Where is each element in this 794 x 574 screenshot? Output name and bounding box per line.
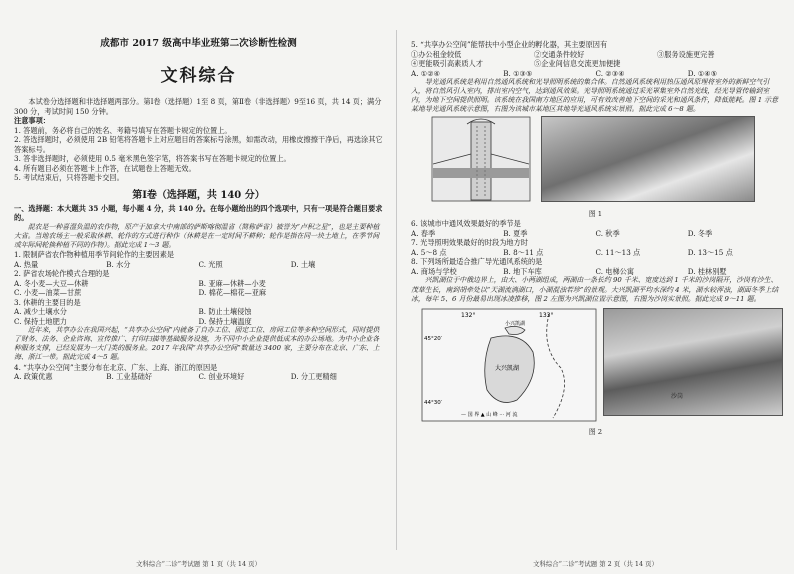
passage-4: 兴凯湖位于中俄边界上，由大、小两湖组成，两湖由一条长约 90 千米、宽度达到 1 千米的沙岗隔开，沙岗有沙生、茂草生长，南到胡牵处以“天湖流淌湖口，小湖混浊若珍”的景观。大兴凯湖平均水深约 4 米，湖水较浑浊，湖面冬季上结冰，每年 5、6 月份最易出现冰凌推移，图 2 左图为兴凯湖位置示意图，右图为沙岗实景照。据此完成 9～11 题。 — [411, 276, 779, 303]
q5-option-c: C. ②③④ — [595, 68, 625, 78]
passage-3: 导光通风系统是利用自然通风系统和光导照明系统的集合体。自然通风系统利用热压通风原理将室外的新鲜空气引入，将自然风引入室内，排出室内空气，达到通风效果。光导照明系统通过采光罩集室外自然光线，经光导管传输到室内，为地下空间提供照明。该系统在我国南方地区的应用，可有效改善地下空间的采光和通风条件，降低能耗。图 1 示意某地导光通风系统示意图，右图为该城市某地区其地导光通风系统实景照。据此完成 6～8 题。 — [411, 78, 779, 114]
q6-option-a: A. 春季 — [411, 228, 436, 238]
q4-option-d: D. 分工更精细 — [290, 372, 337, 382]
note-5: 5. 考试结束后，只将答题卡交回。 — [14, 173, 124, 183]
q5-option-d: D. ①④⑤ — [687, 68, 718, 78]
question-7-options — [411, 248, 780, 258]
q8-option-a: A. 商场与学校 — [411, 266, 457, 276]
q5-item-4: ④更能吸引高素质人才 — [411, 59, 483, 68]
q2-option-c: C. 小麦—油菜—甘蔗 — [14, 288, 82, 298]
question-4: 4. “共享办公空间”主要分布在北京、广东、上海、浙江的原因是 — [14, 362, 218, 372]
map-big-lake: 大兴凯湖 — [495, 364, 520, 372]
q6-option-c: C. 秋季 — [595, 228, 620, 238]
question-1-options — [14, 260, 383, 270]
q4-option-a: A. 政策优惠 — [14, 372, 53, 382]
q8-option-d: D. 桂林别墅 — [687, 266, 727, 276]
question-5: 5. “共享办公空间”能帮扶中小型企业的孵化器，其主要原因有 — [411, 40, 608, 49]
note-2: 2. 答选择题时，必须使用 2B 铅笔将答题卡上对应题目的答案标号涂黑，如需改动，用橡皮擦擦干净后，再选涂其它答案标号。 — [14, 135, 383, 154]
q7-option-a: A. 5～8 点 — [411, 247, 447, 257]
intro-text: 本试卷分选择题和非选择题两部分。第Ⅰ卷（选择题）1至 8 页，第Ⅱ卷（非选择题）9至16 页，共 14 页；满分 300 分，考试时间 150 分钟。 — [14, 97, 382, 116]
page-footer-right: 文科综合“二诊”考试题 第 2 页（共 14 页） — [533, 559, 658, 568]
passage-1: 混农是一种喜湿负温的农作物，原产于加拿大中南部的萨斯喀彻温省（简称萨省）被誉为“卢积之星”，也是主要种植大省。当地农场主一般采取休耕、轮作的方式进行种作（休耕是在一定时间不耕种；轮作是指在同一块土地上，在季节间或年际间轮换种植不同的作物）。据此完成 1～3 题。 — [14, 222, 380, 249]
q3-option-c: C. 保持土地肥力 — [14, 316, 67, 326]
q6-option-b: B. 夏季 — [503, 228, 528, 238]
question-8-options — [411, 267, 780, 277]
q5-item-2: ②交通条件较好 — [534, 49, 585, 59]
section-title: 第Ⅰ卷（选择题，共 140 分） — [132, 189, 265, 201]
page-footer-left: 文科综合“二诊”考试题 第 1 页（共 14 页） — [136, 559, 261, 568]
mc-instructions: 一、选择题：本大题共 35 小题，每小题 4 分，共 140 分。在每小题给出的四个选项中，只有一项是符合题目要求的。 — [14, 203, 383, 223]
q5-option-b: B. ①③⑤ — [503, 68, 533, 78]
right-page — [397, 0, 794, 574]
figure-1 — [411, 116, 780, 208]
q7-option-b: B. 8～11 点 — [503, 247, 544, 257]
sand-ridge-photo — [603, 308, 783, 416]
q5-item-3: ③服务设施更完善 — [657, 49, 715, 59]
q2-option-a: A. 冬小麦—大豆—休耕 — [14, 278, 89, 288]
figure-1-label: 图 1 — [588, 210, 603, 219]
exam-header: 成都市 2017 级高中毕业班第二次诊断性检测 — [100, 38, 297, 49]
q8-option-c: C. 电梯公寓 — [595, 266, 635, 276]
map-lon-1: 132° — [461, 311, 476, 319]
subject-title: 文科综合 — [160, 65, 237, 86]
map-lat-2: 44°30′ — [424, 399, 442, 406]
note-3: 3. 答非选择题时，必须使用 0.5 毫米黑色签字笔，将答案书写在答题卡规定的位置上。 — [14, 154, 291, 164]
note-1: 1. 答题前，务必将自己的姓名、考籍号填写在答题卡规定的位置上。 — [14, 125, 232, 135]
figure-2 — [411, 308, 780, 426]
q4-option-c: C. 创业环境好 — [198, 372, 245, 382]
q1-option-a: A. 热量 — [14, 259, 39, 269]
q1-option-d: D. 土壤 — [290, 259, 316, 269]
passage-2: 近年来，共享办公在我国兴起，“共享办公空间”内就备了自办工位、固定工位、房间工位等多种空间形式，同时提供了财务、法务、企业咨询、宣传推广、打印扫描等基础服务设施，为不同中小企业提供低成本的办公场地。为中小企业各种服务支撑，已经发展为一大门类的服务业。2017 年我国“共享办公空间”数量达 3400 家，主要分布在北京、广东、上海、浙江一带。据此完成 4～5 题。 — [14, 326, 380, 362]
q2-option-d: D. 棉花—棉花—亚麻 — [198, 288, 267, 298]
map-lat-1: 45°20′ — [424, 335, 442, 342]
question-2: 2. 萨省农场轮作模式合理的是 — [14, 269, 110, 279]
note-4: 4. 所有题目必须在答题卡上作答，在试题卷上答题无效。 — [14, 163, 196, 173]
q4-option-b: B. 工业基础好 — [106, 372, 153, 382]
question-1: 1. 限制萨省农作物种植用季节间轮作的主要因素是 — [14, 250, 175, 260]
notes-title: 注意事项： — [14, 116, 50, 126]
q7-option-d: D. 13～15 点 — [687, 247, 733, 257]
question-6: 6. 该城市中通风效果最好的季节是 — [411, 219, 521, 229]
q7-option-c: C. 11～13 点 — [595, 247, 641, 257]
q1-option-c: C. 光照 — [198, 259, 223, 269]
xingkai-lake-map — [421, 308, 597, 422]
question-3-options — [14, 307, 383, 326]
ventilation-photo — [541, 116, 755, 202]
light-duct-diagram — [431, 116, 531, 202]
q5-option-a: A. ①②④ — [411, 68, 441, 78]
question-7: 7. 光导照明效果最好的时段为地方时 — [411, 238, 528, 248]
question-5-options — [411, 69, 780, 79]
q8-option-b: B. 地下车库 — [503, 266, 542, 276]
question-4-options — [14, 372, 383, 382]
question-8: 8. 下列场所最适合推广导光通风系统的是 — [411, 257, 543, 267]
q3-option-b: B. 防止土壤侵蚀 — [198, 307, 252, 317]
q3-option-d: D. 保持土壤温度 — [198, 316, 252, 326]
photo-2-caption: 沙岗 — [671, 392, 684, 400]
question-6-options — [411, 229, 780, 239]
q3-option-a: A. 减少土壤水分 — [14, 307, 67, 317]
q6-option-d: D. 冬季 — [687, 228, 713, 238]
map-legend: — 国 界 ▲ 山 峰 ··· 河 流 — [461, 411, 518, 418]
question-3: 3. 休耕的主要目的是 — [14, 297, 81, 307]
question-2-options — [14, 279, 383, 298]
map-small-lake: 小兴凯湖 — [505, 320, 526, 327]
map-lon-2: 133° — [539, 311, 554, 319]
figure-2-label: 图 2 — [588, 427, 603, 436]
q5-item-5: ⑤企业间信息交流更加便捷 — [534, 59, 621, 68]
q5-item-1: ①办公租金较低 — [411, 49, 462, 59]
q1-option-b: B. 水分 — [106, 259, 131, 269]
question-5-items — [411, 50, 780, 69]
q2-option-b: B. 亚麻—休耕—小麦 — [198, 278, 266, 288]
